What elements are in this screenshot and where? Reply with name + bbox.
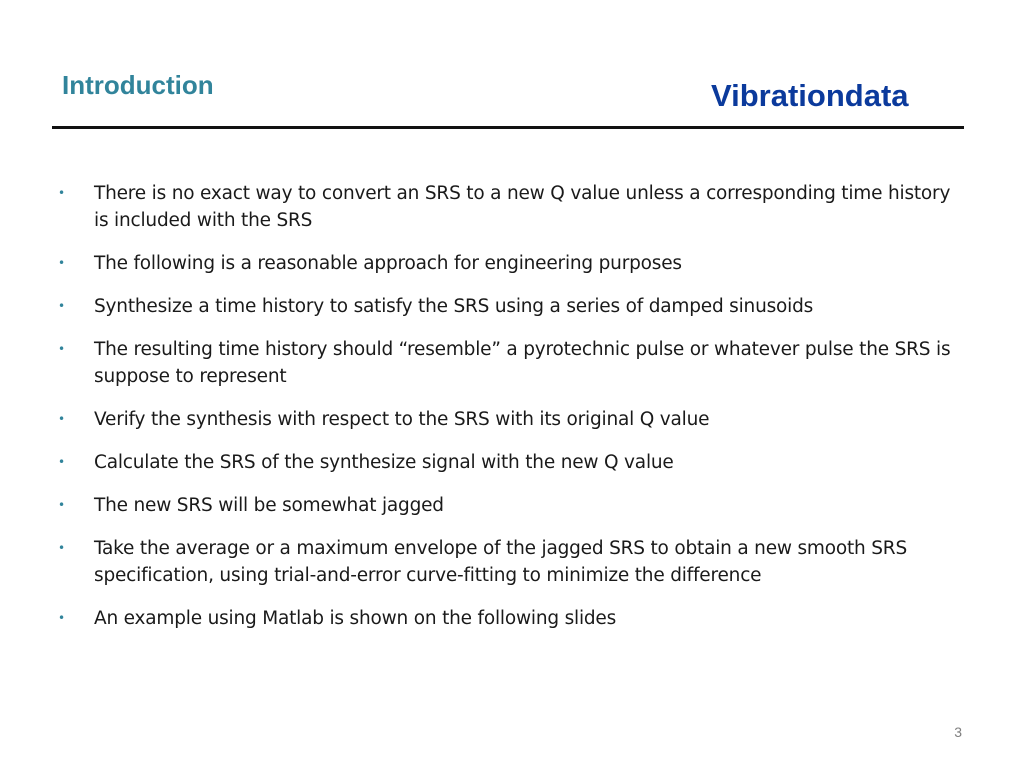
brand-logo-text: Vibrationdata [711, 78, 909, 113]
bullet-item [56, 293, 966, 320]
bullet-item [56, 180, 966, 234]
bullet-marker-icon: • [58, 186, 65, 200]
bullet-item [56, 250, 966, 277]
bullet-item [56, 336, 966, 390]
bullet-text: Verify the synthesis with respect to the SRS with its original Q value [94, 409, 710, 430]
bullet-marker-icon: • [58, 256, 65, 270]
bullet-item [56, 535, 966, 589]
bullet-item [56, 605, 966, 632]
bullet-text: The new SRS will be somewhat jagged [94, 495, 444, 516]
bullet-text: Take the average or a maximum envelope of the jagged SRS to obtain a new smooth SRS specification, using trial-and-error curve-fitting to minimize the difference [94, 538, 907, 586]
header-divider [52, 126, 964, 129]
bullet-text: The resulting time history should “resemble” a pyrotechnic pulse or whatever pulse the SRS is suppose to represent [94, 339, 951, 387]
bullet-item [56, 406, 966, 433]
page-number: 3 [954, 724, 962, 740]
bullet-marker-icon: • [58, 498, 65, 512]
slide-title: Introduction [62, 70, 214, 100]
bullet-marker-icon: • [58, 611, 65, 625]
bullet-text: Calculate the SRS of the synthesize signal with the new Q value [94, 452, 674, 473]
bullet-marker-icon: • [58, 455, 65, 469]
bullet-text: There is no exact way to convert an SRS to a new Q value unless a corresponding time history is included with the SRS [94, 183, 951, 231]
bullet-marker-icon: • [58, 412, 65, 426]
bullet-item [56, 492, 966, 519]
bullet-marker-icon: • [58, 342, 65, 356]
bullet-text: The following is a reasonable approach for engineering purposes [94, 253, 682, 274]
bullet-text: An example using Matlab is shown on the following slides [94, 608, 617, 629]
bullet-marker-icon: • [58, 541, 65, 555]
bullet-item [56, 449, 966, 476]
bullet-marker-icon: • [58, 299, 65, 313]
bullet-list [56, 180, 966, 648]
bullet-text: Synthesize a time history to satisfy the SRS using a series of damped sinusoids [94, 296, 814, 317]
